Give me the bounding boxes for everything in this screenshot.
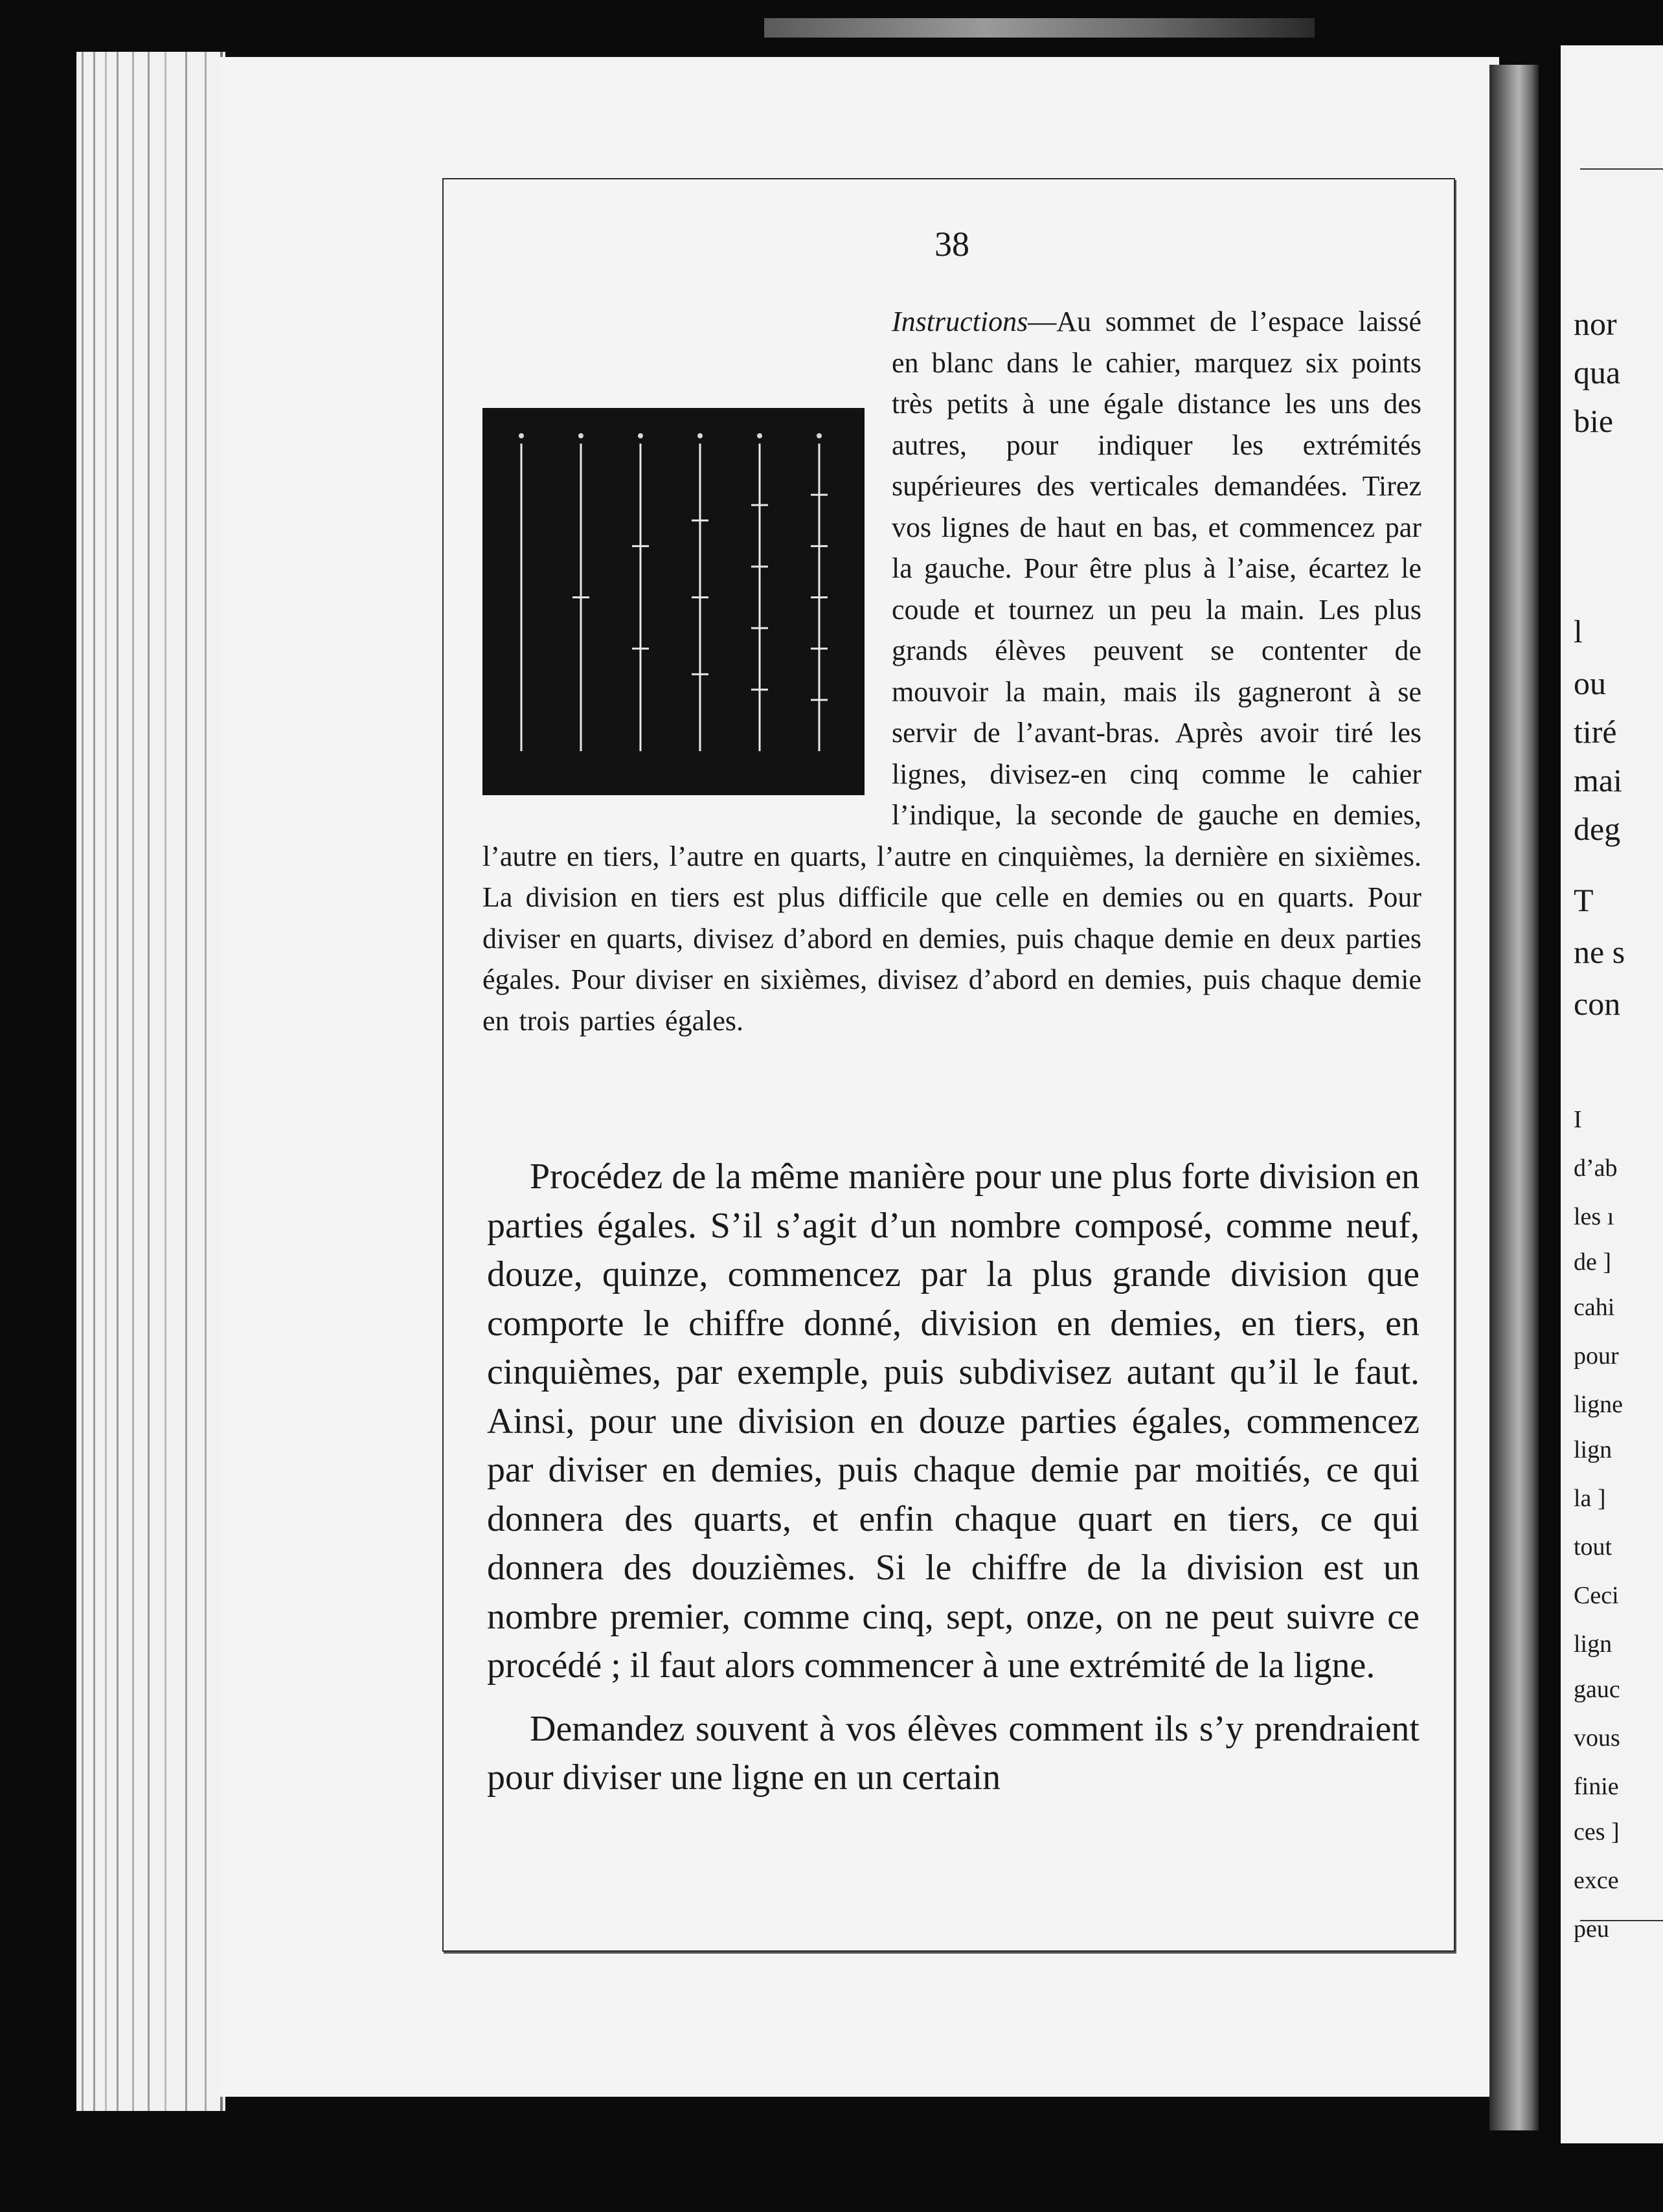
start-point [697,433,703,438]
right-page-word: lign [1574,1436,1612,1463]
stacked-page-edges [76,52,225,2111]
divided-line-2 [572,433,589,751]
right-page-word: mai [1574,762,1622,798]
right-page-word: les ı [1574,1203,1614,1230]
vertical-lines-figure [482,408,865,795]
page-number: 38 [934,225,969,264]
right-page-word: bie [1574,403,1614,439]
divided-line-6 [811,433,828,751]
right-page-word: T [1574,882,1594,918]
divided-line-5 [751,433,768,751]
right-page-word: exce [1574,1867,1619,1894]
figure-drawing [482,408,865,795]
right-page-word: lign [1574,1631,1612,1658]
right-page-word: cahi [1574,1294,1615,1321]
paragraph-2: Demandez souvent à vos élèves comment ils s’y prendraient pour diviser une ligne en un certain [487,1708,1420,1798]
right-page-word: pour [1574,1342,1619,1370]
right-page-word: finie [1574,1773,1619,1800]
right-page-word: d’ab [1574,1155,1618,1182]
start-point [519,433,524,438]
start-point [757,433,762,438]
instructions-block [482,301,1421,1136]
right-page-word: vous [1574,1724,1620,1752]
right-page-word: nor [1574,306,1617,342]
instructions-text: —Au sommet de l’espace laissé en blanc dans le cahier, marquez six points très petits à une égale distance les uns des autres, pour indiquer les extrémités supérieures des verticales demandées. Tirez vos lignes de haut en bas, et commencez par la gauche. Pour être plus à l’aise, écartez le coude et tournez un peu la main. Les plus grands élèves peuvent se contenter de mouvoir la main, mais ils gagneront à se servir de l’avant-bras. Après avoir tiré les lignes, divisez-en cinq comme le cahier l’indique, la seconde de gauche en demies, l’autre en tiers, l’autre en quarts, l’autre en cinquièmes, la dernière en sixièmes. La division en tiers est plus difficile que celle en demies ou en quarts. Pour diviser en quarts, divisez d’abord en demies, puis chaque demie en deux parties égales. Pour diviser en sixièmes, divisez d’abord en demies, puis chaque demie en trois parties égales. [482,306,1421,1037]
right-page-word: gauc [1574,1676,1620,1703]
right-page-word: ne s [1574,934,1625,970]
right-page-frame-top [1580,168,1663,170]
right-page-word: peu [1574,1915,1609,1943]
instructions-label: Instructions [892,306,1028,337]
right-page-word: tiré [1574,714,1617,750]
right-page-word: de ] [1574,1248,1612,1276]
book-gutter [1489,65,1539,2130]
right-page-word: ces ] [1574,1818,1620,1845]
right-page-word: tout [1574,1533,1612,1561]
right-page-word: Ceci [1574,1582,1619,1609]
divided-line-4 [692,433,708,751]
right-page-word: l [1574,613,1583,649]
start-point [817,433,822,438]
right-page-word: ou [1574,665,1606,701]
start-point [578,433,583,438]
right-page-fragment [1561,45,1663,2143]
body-text [487,1153,1420,1904]
right-page-word: ligne [1574,1391,1623,1418]
scan-top-strip [764,18,1315,38]
divided-line-3 [632,433,649,751]
divided-line-1 [519,433,524,751]
right-page-word: I [1574,1106,1582,1133]
right-page-word: qua [1574,354,1621,390]
paragraph-1: Procédez de la même manière pour une plus forte division en parties égales. S’il s’agit d’un nombre composé, comme neuf, douze, quinze, commencez par la plus grande division que comporte le chiffre donné, division en demies, en tiers, en cinquièmes, par exemple, puis subdivisez autant qu’il le faut. Ainsi, pour une division en douze parties égales, commencez par diviser en demies, puis chaque demie par moitiés, ce qui donnera des quarts, et enfin chaque quart en tiers, ce qui donnera des douzièmes. Si le chiffre de la division est un nombre premier, comme cinq, sept, onze, on ne peut suivre ce procédé ; il faut alors commencer à une extrémité de la ligne. [487,1157,1420,1686]
start-point [638,433,643,438]
right-page-word: con [1574,986,1621,1022]
right-page-word: la ] [1574,1485,1606,1512]
right-page-word: deg [1574,811,1621,847]
